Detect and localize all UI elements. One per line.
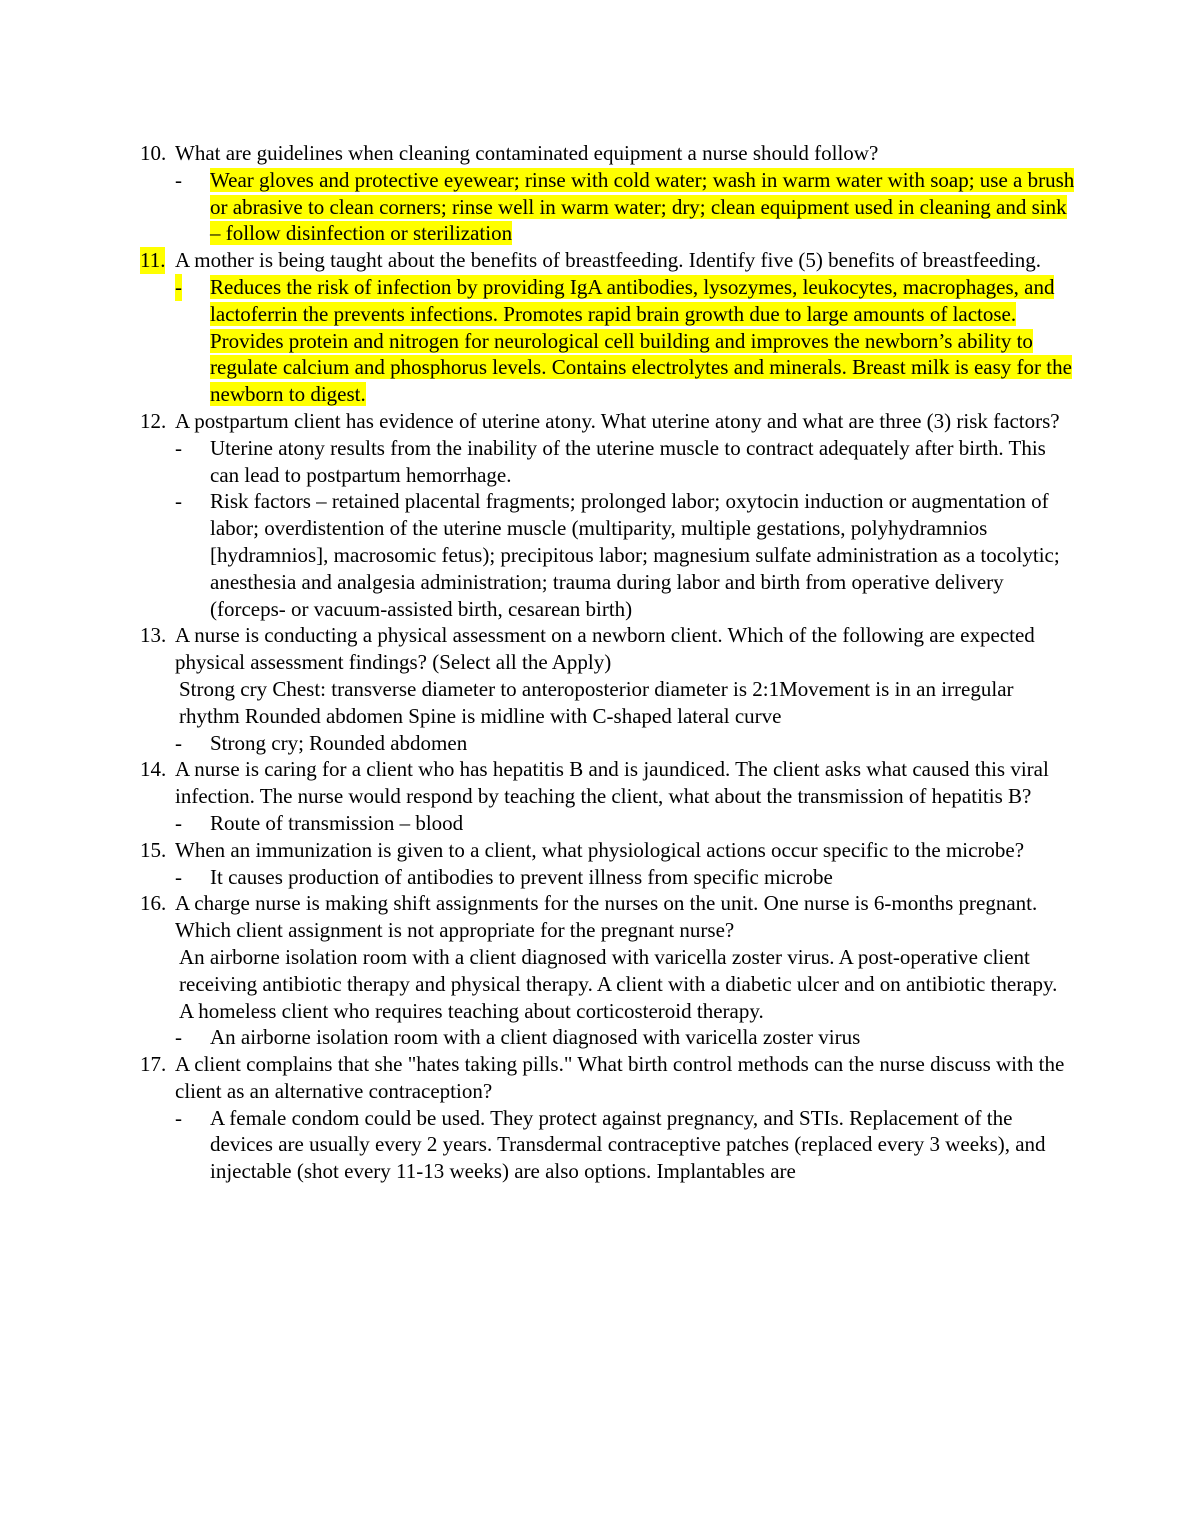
bullet-dash: - [175, 1105, 182, 1130]
question-17 [140, 1051, 1075, 1185]
question-number: 13. [140, 623, 167, 648]
question-16 [140, 890, 1075, 1051]
question-number: 12. [140, 408, 167, 433]
question-text: A charge nurse is making shift assignments for the nurses on the unit. One nurse is 6-months pregnant. Which client assignment is not appropriate for the pregnant nurse? [175, 891, 1038, 943]
bullet-dash: - [175, 435, 182, 460]
answer-text: An airborne isolation room with a client diagnosed with varicella zoster virus [210, 1025, 861, 1050]
question-options: An airborne isolation room with a client diagnosed with varicella zoster virus. A post-operative client receiving antibiotic therapy and physical therapy. A client with a diabetic ulcer and on antibiotic therapy. A homeless client who requires teaching about corticosteroid therapy. [179, 944, 1058, 1023]
answer-text: Uterine atony results from the inability of the uterine muscle to contract adequately after birth. This can lead to postpartum hemorrhage. [210, 435, 1046, 487]
answer-text-highlighted: Wear gloves and protective eyewear; rinse with cold water; wash in warm water with soap; use a brush or abrasive to clean corners; rinse well in warm water; dry; clean equipment used in cleaning and sink – follow disinfection or sterilization [210, 167, 1075, 246]
question-15 [140, 837, 1075, 891]
question-10 [140, 140, 1075, 247]
answer-item [175, 810, 1075, 837]
question-text: A nurse is caring for a client who has hepatitis B and is jaundiced. The client asks what caused this viral infection. The nurse would respond by teaching the client, what about the transmission of hepatitis B? [175, 757, 1049, 809]
answer-item [175, 167, 1075, 247]
question-number: 16. [140, 891, 167, 916]
answer-item [175, 435, 1075, 489]
question-13 [140, 622, 1075, 756]
answer-text: Route of transmission – blood [210, 810, 464, 835]
answer-item [175, 488, 1075, 622]
bullet-dash: - [175, 274, 182, 299]
question-text: A client complains that she "hates taking pills." What birth control methods can the nurse discuss with the client as an alternative contraception? [175, 1052, 1065, 1103]
answer-text: It causes production of antibodies to prevent illness from specific microbe [210, 864, 833, 889]
question-text: A postpartum client has evidence of uterine atony. What uterine atony and what are three (3) risk factors? [175, 408, 1060, 433]
bullet-dash: - [175, 864, 182, 889]
question-number: 14. [140, 757, 167, 782]
answer-item [175, 1024, 1075, 1051]
answer-item [175, 1105, 1075, 1185]
answer-text: Strong cry; Rounded abdomen [210, 730, 468, 755]
question-list [140, 140, 1075, 1185]
bullet-dash: - [175, 1025, 182, 1050]
question-number: 11. [140, 248, 166, 273]
question-text: When an immunization is given to a client, what physiological actions occur specific to the microbe? [175, 837, 1025, 862]
question-12 [140, 408, 1075, 622]
bullet-dash: - [175, 489, 182, 514]
answer-text: A female condom could be used. They protect against pregnancy, and STIs. Replacement of the devices are usually every 2 years. Transdermal contraceptive patches (replaced every 3 weeks), and injectable (shot every 11-13 weeks) are also options. Implantables are [210, 1105, 1046, 1184]
question-text: A mother is being taught about the benefits of breastfeeding. Identify five (5) benefits of breastfeeding. [175, 248, 1041, 273]
question-11 [140, 247, 1075, 408]
question-number: 15. [140, 837, 167, 862]
question-number: 10. [140, 141, 167, 165]
answer-text-highlighted: Reduces the risk of infection by providing IgA antibodies, lysozymes, leukocytes, macrophages, and lactoferrin the prevents infections. Promotes rapid brain growth due to large amounts of lactose. Provides protein and nitrogen for neurological cell building and improves the newborn’s ability to regulate calcium and phosphorus levels. Contains electrolytes and minerals. Breast milk is easy for the newborn to digest. [210, 274, 1072, 407]
question-14 [140, 756, 1075, 836]
bullet-dash: - [175, 167, 182, 192]
bullet-dash: - [175, 810, 182, 835]
bullet-dash: - [175, 730, 182, 755]
question-options: Strong cry Chest: transverse diameter to anteroposterior diameter is 2:1Movement is in an irregular rhythm Rounded abdomen Spine is midline with C-shaped lateral curve [179, 676, 1014, 728]
answer-item [175, 730, 1075, 757]
question-text: What are guidelines when cleaning contaminated equipment a nurse should follow? [175, 141, 879, 165]
answer-text: Risk factors – retained placental fragments; prolonged labor; oxytocin induction or augmentation of labor; overdistention of the uterine muscle (multiparity, multiple gestations, polyhydramnios [hydramnios], macrosomic fetus); precipitous labor; magnesium sulfate administration as a tocolytic; anesthesia and analgesia administration; trauma during labor and birth from operative delivery (forceps- or vacuum-assisted birth, cesarean birth) [210, 489, 1060, 621]
question-number: 17. [140, 1052, 167, 1077]
answer-item [175, 864, 1075, 891]
question-text: A nurse is conducting a physical assessment on a newborn client. Which of the following are expected physical assessment findings? (Select all the Apply) [175, 623, 1035, 675]
answer-item [175, 274, 1075, 408]
